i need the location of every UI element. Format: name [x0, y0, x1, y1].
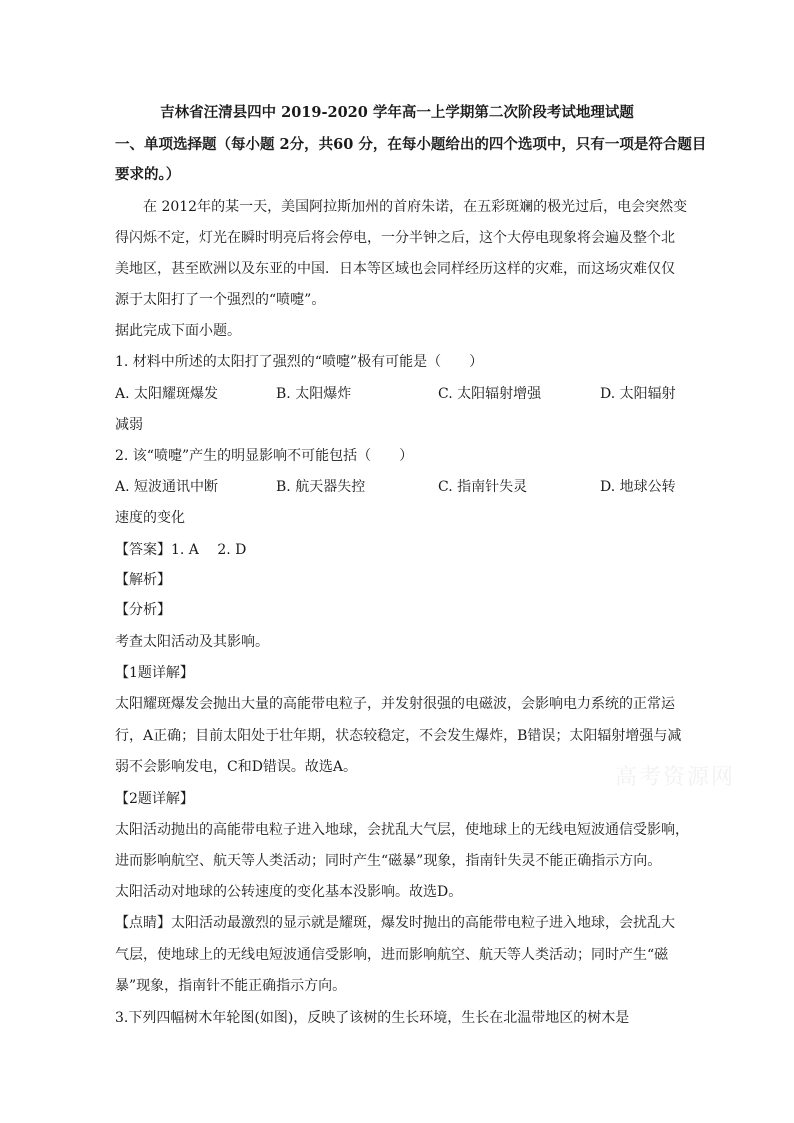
q2-option-c: C. 指南针失灵: [438, 479, 528, 495]
q1-option-d: D. 太阳辐射: [600, 386, 676, 402]
detail-2-line: 太阳活动对地球的公转速度的变化基本没影响。故选D。: [115, 884, 463, 900]
section-heading-cont: 要求的。）: [115, 166, 181, 183]
section-heading: 一、单项选择题（每小题 2分，共60 分，在每小题给出的四个选项中，只有一项是符合题目: [115, 136, 707, 153]
detail-1-label: 【1题详解】: [115, 665, 194, 681]
page-title: 吉林省汪清县四中 2019-2020 学年高一上学期第二次阶段考试地理试题: [160, 104, 634, 121]
q2-option-b: B. 航天器失控: [276, 479, 366, 495]
q1-option-d-wrap: 减弱: [115, 417, 143, 433]
detail-2-line: 太阳活动抛出的高能带电粒子进入地球，会扰乱大气层，使地球上的无线电短波通信受影响，: [115, 822, 689, 838]
passage-line: 在 2012年的某一天，美国阿拉斯加州的首府朱诺，在五彩斑斓的极光过后，电会突然变: [143, 199, 688, 215]
passage-line: 源于太阳打了一个强烈的“喷嚏”。: [115, 292, 326, 308]
question-1-stem: 1. 材料中所述的太阳打了强烈的“喷嚏”极有可能是（ ）: [115, 354, 484, 370]
q1-option-b: B. 太阳爆炸: [276, 386, 352, 402]
analysis-label: 【解析】: [115, 572, 171, 588]
fenxi-label: 【分析】: [115, 602, 171, 618]
detail-2-line: 进而影响航空、航天等人类活动；同时产生“磁暴”现象，指南针失灵不能正确指示方向。: [115, 853, 662, 869]
passage-line: 得闪烁不定，灯光在瞬时明亮后将会停电，一分半钟之后，这个大停电现象将会遍及整个北: [115, 230, 675, 246]
detail-1-line: 弱不会影响发电，C和D错误。故选A。: [115, 759, 358, 775]
dianjing-line: 气层，使地球上的无线电短波通信受影响，进而影响航空、航天等人类活动；同时产生“磁: [115, 947, 669, 963]
detail-1-line: 太阳耀斑爆发会抛出大量的高能带电粒子，并发射很强的电磁波，会影响电力系统的正常运: [115, 696, 675, 712]
detail-1-line: 行，A正确；目前太阳处于壮年期，状态较稳定，不会发生爆炸，B错误；太阳辐射增强与减: [115, 728, 682, 744]
instruction: 据此完成下面小题。: [115, 323, 241, 339]
watermark: 高考资源网: [615, 765, 736, 790]
q1-option-c: C. 太阳辐射增强: [438, 386, 542, 402]
q2-option-d-wrap: 速度的变化: [115, 510, 185, 526]
q2-option-a: A. 短波通讯中断: [115, 479, 219, 495]
passage-line: 美地区，甚至欧洲以及东亚的中国．日本等区域也会同样经历这样的灾难，而这场灾难仅仅: [115, 261, 675, 277]
dianjing-line: 【点睛】太阳活动最激烈的显示就是耀斑，爆发时抛出的高能带电粒子进入地球，会扰乱大: [115, 915, 675, 931]
q1-option-a: A. 太阳耀斑爆发: [115, 386, 219, 402]
fenxi-text: 考查太阳活动及其影响。: [115, 634, 269, 650]
question-3-stem: 3.下列四幅树木年轮图(如图)，反映了该树的生长环境，生长在北温带地区的树木是: [115, 1010, 630, 1026]
question-2-stem: 2. 该“喷嚏”产生的明显影响不可能包括（ ）: [115, 448, 414, 464]
q2-option-d: D. 地球公转: [600, 479, 676, 495]
dianjing-line: 暴”现象，指南针不能正确指示方向。: [115, 978, 347, 994]
answer-line: 【答案】1. A 2. D: [115, 542, 247, 558]
detail-2-label: 【2题详解】: [115, 791, 194, 807]
